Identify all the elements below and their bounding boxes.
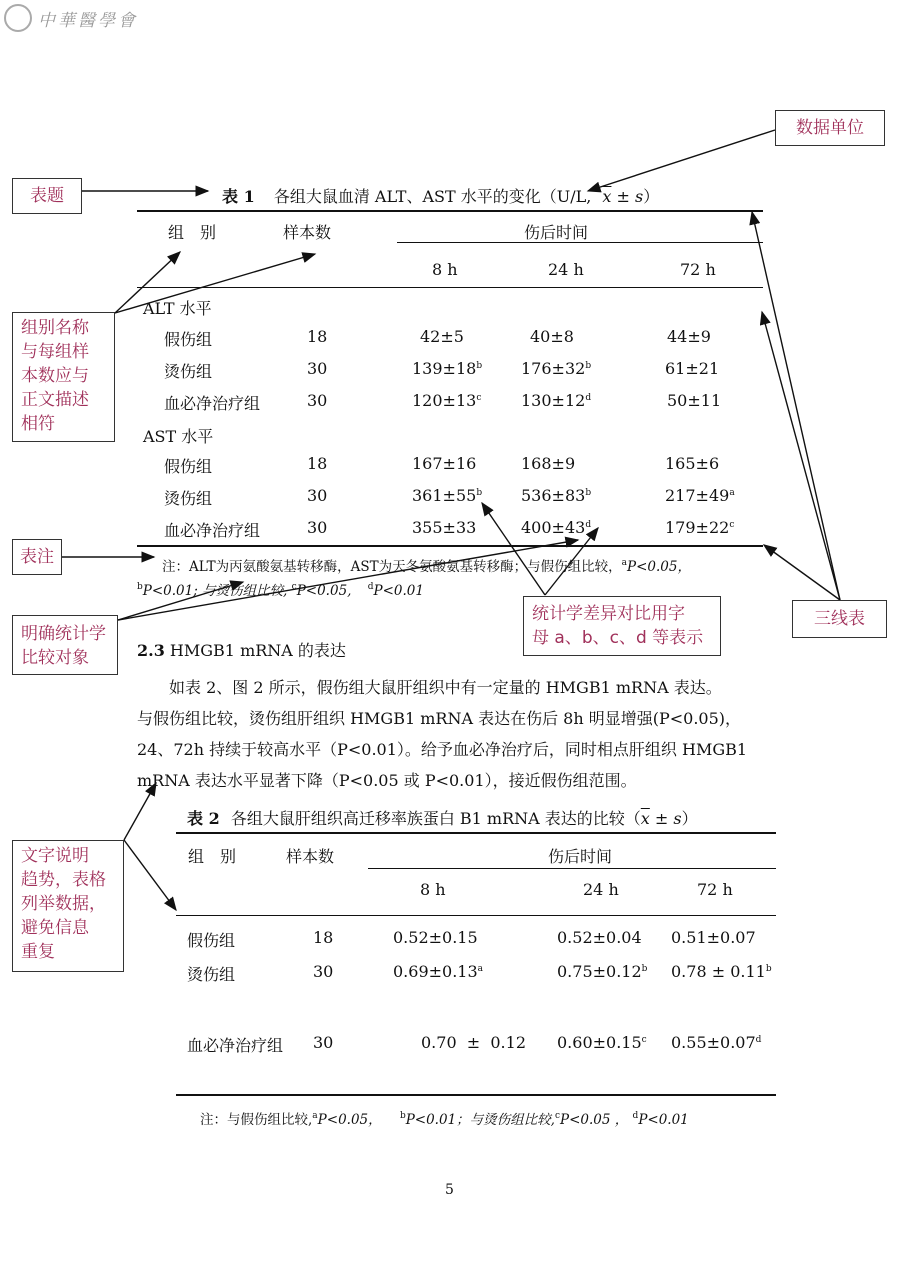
cell-value: 0.52±0.04 [557, 928, 642, 947]
table1-row-group: 血必净治疗组 [164, 521, 261, 540]
table1-caption [222, 184, 659, 207]
table2-header-time: 伤后时间 [548, 847, 613, 866]
annotation-line: 避免信息 [21, 918, 89, 938]
table2-header-group: 组 别 [188, 847, 237, 866]
table1-note-line1 [162, 555, 691, 575]
table2-header-72h: 72 h [697, 880, 733, 899]
table2-caption [187, 806, 698, 829]
cell-value: 0.55±0.07 [671, 1033, 756, 1052]
table1-header-rule [137, 287, 763, 288]
note-text: P<0.05 ， [560, 1112, 629, 1128]
section-heading [137, 638, 346, 661]
section-number: 2.3 [137, 641, 165, 660]
note-text: P<0.01; 与烫伤组比较, [142, 583, 288, 599]
cell-sup: c [476, 393, 482, 403]
table2-cell [671, 928, 756, 947]
logo-text: 中華醫學會 [38, 10, 138, 31]
annotation-line: 本数应与 [21, 366, 89, 386]
cell-value: 355±33 [412, 518, 477, 537]
cell-value: 0.70 ± 0.12 [421, 1033, 526, 1052]
table2-title-x: $\overline{x}$ [640, 809, 650, 828]
table2-time-rule [368, 868, 776, 869]
cell-sup: b [765, 964, 772, 974]
annotation-line: 与每组样 [21, 342, 89, 362]
table1-cell [665, 518, 734, 537]
paragraph-line: 与假伤组比较，烫伤组肝组织 HMGB1 mRNA 表达在伤后 8h 明显增强(P<0.05)， [137, 709, 742, 728]
table1-cell [521, 391, 591, 410]
table2-title-end: ） [681, 809, 698, 828]
table1-section-ast: AST 水平 [143, 427, 214, 446]
table1-cell [530, 327, 574, 346]
note-sup-d: d [632, 1111, 639, 1121]
table1-cell [521, 454, 575, 473]
table1-row-n: 30 [307, 391, 328, 410]
annotation-stat-letters [523, 596, 721, 656]
table1-cell [665, 359, 719, 378]
table2-row-n: 30 [313, 962, 334, 981]
annotation-line: 统计学差异对比用字 [532, 604, 685, 624]
table1-cell [665, 454, 719, 473]
table1-row-n: 30 [307, 486, 328, 505]
table1-cell [420, 327, 464, 346]
cell-value: 0.52±0.15 [393, 928, 478, 947]
cell-value: 0.60±0.15 [557, 1033, 642, 1052]
annotation-group-names [12, 312, 115, 442]
table1-row-n: 30 [307, 518, 328, 537]
table1-header-24h: 24 h [548, 260, 584, 279]
table2-header-8h: 8 h [420, 880, 446, 899]
table2-title-pm: ± [649, 809, 674, 828]
cell-value: 0.78 ± 0.11 [671, 962, 766, 981]
cell-sup: d [755, 1035, 762, 1045]
cell-value: 139±18 [412, 359, 477, 378]
table2-top-rule [176, 832, 776, 834]
cell-value: 179±22 [665, 518, 730, 537]
table2-title: 各组大鼠肝组织高迁移率族蛋白 B1 mRNA 表达的比较（ [230, 809, 641, 828]
cell-value: 165±6 [665, 454, 720, 473]
table1-header-group: 组 别 [168, 223, 217, 242]
table2-row-group: 烫伤组 [187, 965, 236, 984]
cell-value: 42±5 [420, 327, 464, 346]
annotation-line: 母 a、b、c、d 等表示 [532, 628, 704, 648]
cell-value: 217±49 [665, 486, 730, 505]
table1-header-time: 伤后时间 [524, 223, 589, 242]
table1-row-group: 血必净治疗组 [164, 394, 261, 413]
table2-header-rule [176, 915, 776, 916]
table1-cell [412, 486, 482, 505]
table2-cell [393, 928, 478, 947]
table1-title-x: $\overline{x}$ [602, 187, 612, 206]
table2-cell [557, 1033, 647, 1052]
table2-header-24h: 24 h [583, 880, 619, 899]
table1-cell [521, 486, 591, 505]
annotation-line: 列举数据， [21, 894, 106, 914]
cell-value: 168±9 [521, 454, 576, 473]
table2-cell [671, 962, 772, 981]
cell-sup: a [477, 964, 484, 974]
cell-value: 0.75±0.12 [557, 962, 642, 981]
note-sup-b: b [399, 1111, 406, 1121]
note-text: 注：ALT为丙氨酸氨基转移酶，AST为天冬氨酸氨基转移酶；与假伤组比较， [162, 559, 622, 575]
table1-cell [412, 518, 476, 537]
section-title: HMGB1 mRNA 的表达 [164, 641, 346, 660]
cell-value: 61±21 [665, 359, 720, 378]
annotation-line: 比较对象 [21, 648, 89, 668]
table1-cell [412, 391, 481, 410]
table1-note-line2 [137, 579, 424, 599]
table1-title-pm: ± [611, 187, 636, 206]
note-text: P<0.01；与烫伤组比较, [405, 1112, 555, 1128]
table1-row-n: 30 [307, 359, 328, 378]
annotation-line: 正文描述 [21, 390, 89, 410]
annotation-line: 相符 [21, 414, 55, 434]
table2-cell [557, 928, 642, 947]
table1-title: 各组大鼠血清 ALT、AST 水平的变化（U/L, [273, 187, 592, 206]
note-text: P<0.05， [627, 559, 691, 575]
table1-header-8h: 8 h [432, 260, 458, 279]
cell-value: 400±43 [521, 518, 586, 537]
paragraph-line: mRNA 表达水平显著下降（P<0.05 或 P<0.01），接近假伤组范围。 [137, 771, 637, 790]
cell-sup: a [729, 488, 735, 498]
table1-cell [665, 486, 735, 505]
paragraph-line: 24、72h 持续于较高水平（P<0.01）。给予血必净治疗后，同时相点肝组织 HMGB1 [137, 740, 748, 759]
note-text: P<0.01 [373, 583, 424, 599]
cell-sup: b [476, 488, 483, 498]
table2-row-n: 30 [313, 1033, 334, 1052]
page-number: 5 [445, 1182, 454, 1198]
table2-bottom-rule [176, 1094, 776, 1096]
cell-sup: b [641, 964, 648, 974]
cell-sup: c [729, 520, 735, 530]
table1-label: 表 1 [222, 187, 255, 206]
cell-value: 361±55 [412, 486, 477, 505]
note-text: 注：与假伤组比较, [200, 1112, 313, 1128]
table2-row-group: 假伤组 [187, 931, 236, 950]
table1-header-72h: 72 h [680, 260, 716, 279]
note-text: P<0.05， [317, 1112, 382, 1128]
annotation-table-note: 表注 [12, 539, 62, 575]
cell-sup: b [476, 361, 483, 371]
cell-value: 130±12 [521, 391, 586, 410]
table1-title-s: s [635, 187, 644, 206]
table1-row-n: 18 [307, 454, 328, 473]
cell-sup: b [585, 361, 592, 371]
cell-value: 40±8 [530, 327, 574, 346]
table1-cell [521, 359, 591, 378]
cell-sup: d [585, 393, 592, 403]
note-text: P<0.05, [296, 583, 352, 599]
annotation-line: 文字说明 [21, 846, 89, 866]
table2-cell [421, 1033, 526, 1052]
table1-header-n: 样本数 [283, 223, 332, 242]
table2-cell [557, 962, 647, 981]
table2-title-s: s [673, 809, 682, 828]
annotation-table-title: 表题 [12, 178, 82, 214]
cell-value: 44±9 [667, 327, 711, 346]
note-text: P<0.01 [638, 1112, 689, 1128]
table1-cell [412, 359, 482, 378]
table1-bottom-rule [137, 545, 763, 547]
table1-cell [521, 518, 591, 537]
cell-value: 536±83 [521, 486, 586, 505]
cell-sup: c [641, 1035, 647, 1045]
annotation-line: 趋势，表格 [21, 870, 106, 890]
annotation-line: 重复 [21, 942, 55, 962]
table2-cell [393, 962, 483, 981]
paragraph-line: 如表 2、图 2 所示，假伤组大鼠肝组织中有一定量的 HMGB1 mRNA 表达。 [137, 678, 722, 697]
note-sup-c: c [554, 1111, 560, 1121]
note-sup-c: c [291, 582, 297, 592]
cell-value: 0.51±0.07 [671, 928, 756, 947]
table2-header-n: 样本数 [286, 847, 335, 866]
annotation-line: 明确统计学 [21, 624, 106, 644]
table2-row-group: 血必净治疗组 [187, 1036, 284, 1055]
annotation-three-line-table: 三线表 [792, 600, 887, 638]
table1-row-group: 烫伤组 [164, 362, 213, 381]
note-sup-a: a [312, 1111, 318, 1121]
table1-cell [667, 391, 721, 410]
cell-sup: d [585, 520, 592, 530]
note-sup-b: b [137, 582, 143, 592]
table1-section-alt: ALT 水平 [143, 299, 212, 318]
cell-value: 167±16 [412, 454, 477, 473]
table1-cell [667, 327, 711, 346]
cell-value: 50±11 [667, 391, 722, 410]
cell-sup: b [585, 488, 592, 498]
cell-value: 120±13 [412, 391, 477, 410]
table1-row-group: 烫伤组 [164, 489, 213, 508]
annotation-data-unit: 数据单位 [775, 110, 885, 146]
table1-row-n: 18 [307, 327, 328, 346]
table2-cell [671, 1033, 761, 1052]
table1-top-rule [137, 210, 763, 212]
annotation-line: 组别名称 [21, 318, 89, 338]
table2-note [200, 1108, 689, 1128]
note-sup-d: d [367, 582, 374, 592]
table1-row-group: 假伤组 [164, 330, 213, 349]
cell-value: 176±32 [521, 359, 586, 378]
note-sup-a: a [621, 558, 627, 568]
section-paragraph [137, 672, 777, 796]
table1-row-group: 假伤组 [164, 457, 213, 476]
table1-title-end: ） [643, 187, 660, 206]
table2-row-n: 18 [313, 928, 334, 947]
annotation-text-trend [12, 840, 124, 972]
cell-value: 0.69±0.13 [393, 962, 478, 981]
annotation-compare-object [12, 615, 118, 675]
table1-cell [412, 454, 476, 473]
table2-label: 表 2 [187, 809, 220, 828]
